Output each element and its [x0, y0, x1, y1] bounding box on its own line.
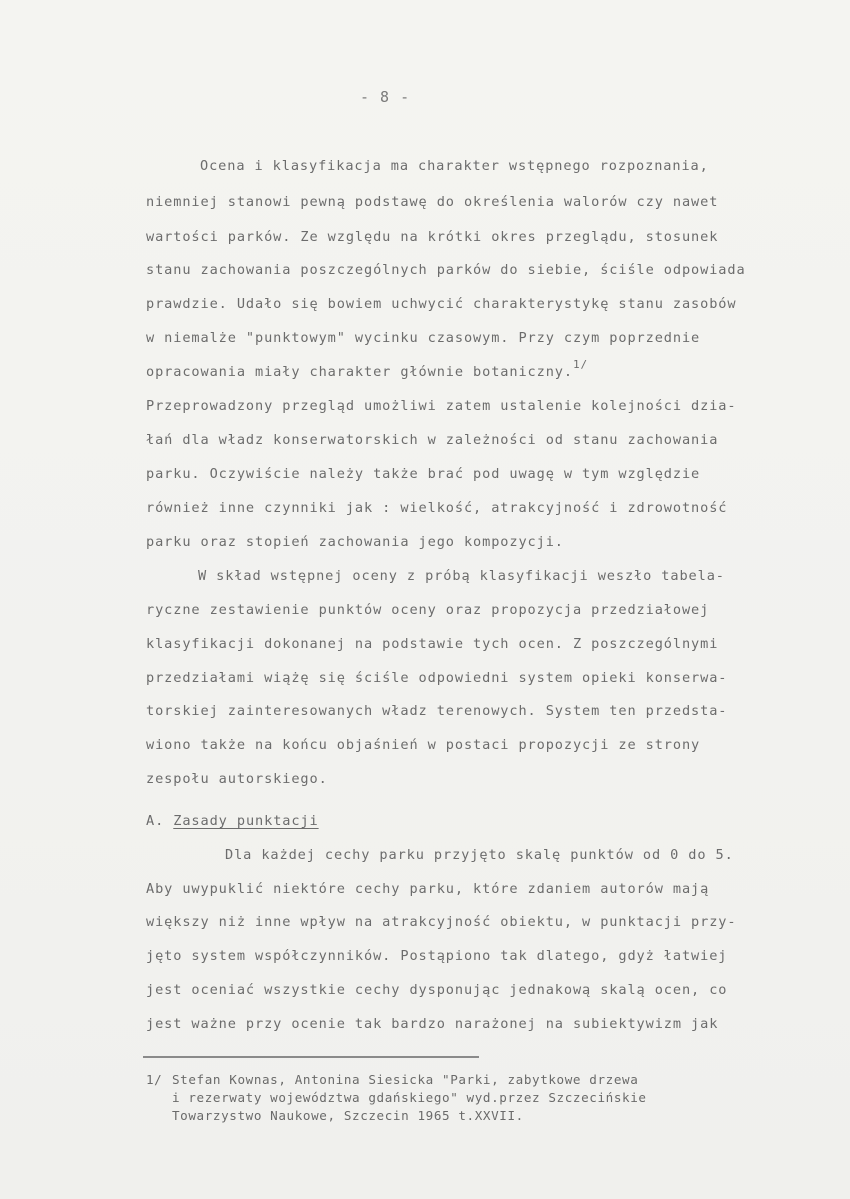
text-line-with-footnote-ref [146, 358, 589, 380]
text-line: zespołu autorskiego. [146, 771, 328, 787]
text-line: Ocena i klasyfikacja ma charakter wstępnego rozpoznania, [200, 158, 709, 174]
text-line: jest ważne przy ocenie tak bardzo narażonej na subiektywizm jak [146, 1016, 719, 1032]
text-line: niemniej stanowi pewną podstawę do określenia walorów czy nawet [146, 194, 719, 210]
footnote-line: Stefan Kownas, Antonina Siesicka "Parki, zabytkowe drzewa [172, 1072, 639, 1087]
text-line: stanu zachowania poszczególnych parków do siebie, ściśle odpowiada [146, 262, 746, 278]
footnote-line: Towarzystwo Naukowe, Szczecin 1965 t.XXVII. [172, 1108, 524, 1123]
text-line: parku. Oczywiście należy także brać pod uwagę w tym względzie [146, 466, 701, 482]
text-line: większy niż inne wpływ na atrakcyjność obiektu, w punktacji przy- [146, 914, 737, 930]
text-line: klasyfikacji dokonanej na podstawie tych ocen. Z poszczególnymi [146, 636, 719, 652]
text-line: W skład wstępnej oceny z próbą klasyfikacji weszło tabela- [198, 568, 725, 584]
footnote-reference: 1/ [572, 358, 589, 371]
text-line: przedziałami wiążę się ściśle odpowiedni system opieki konserwa- [146, 670, 728, 686]
text-line: parku oraz stopień zachowania jego kompozycji. [146, 534, 564, 550]
text-line: Przeprowadzony przegląd umożliwi zatem ustalenie kolejności dzia- [146, 398, 737, 414]
text-line: łań dla władz konserwatorskich w zależności od stanu zachowania [146, 432, 719, 448]
footnote-separator [143, 1056, 479, 1058]
footnote-line: i rezerwaty województwa gdańskiego" wyd.przez Szczecińskie [172, 1090, 647, 1105]
text-line: prawdzie. Udało się bowiem uchwycić charakterystykę stanu zasobów [146, 296, 737, 312]
text-line: jest oceniać wszystkie cechy dysponując jednakową skalą ocen, co [146, 982, 728, 998]
text-line: wiono także na końcu objaśnień w postaci propozycji ze strony [146, 737, 701, 753]
text-line: opracowania miały charakter głównie botaniczny. [146, 364, 573, 380]
footnote-marker: 1/ [146, 1072, 163, 1087]
page-number: - 8 - [360, 88, 411, 106]
section-heading-title: Zasady punktacji [173, 813, 319, 829]
text-line: jęto system współczynników. Postąpiono tak dlatego, gdyż łatwiej [146, 948, 728, 964]
text-line: ryczne zestawienie punktów oceny oraz propozycja przedziałowej [146, 602, 710, 618]
section-heading [146, 813, 319, 829]
text-line: torskiej zainteresowanych władz terenowych. System ten przedsta- [146, 703, 728, 719]
text-line: wartości parków. Ze względu na krótki okres przeglądu, stosunek [146, 229, 719, 245]
text-line: Dla każdej cechy parku przyjęto skalę punktów od 0 do 5. [225, 847, 734, 863]
text-line: Aby uwypuklić niektóre cechy parku, które zdaniem autorów mają [146, 881, 710, 897]
section-heading-prefix: A. [146, 813, 165, 829]
text-line: w niemalże "punktowym" wycinku czasowym. Przy czym poprzednie [146, 330, 701, 346]
text-line: również inne czynniki jak : wielkość, atrakcyjność i zdrowotność [146, 500, 728, 516]
